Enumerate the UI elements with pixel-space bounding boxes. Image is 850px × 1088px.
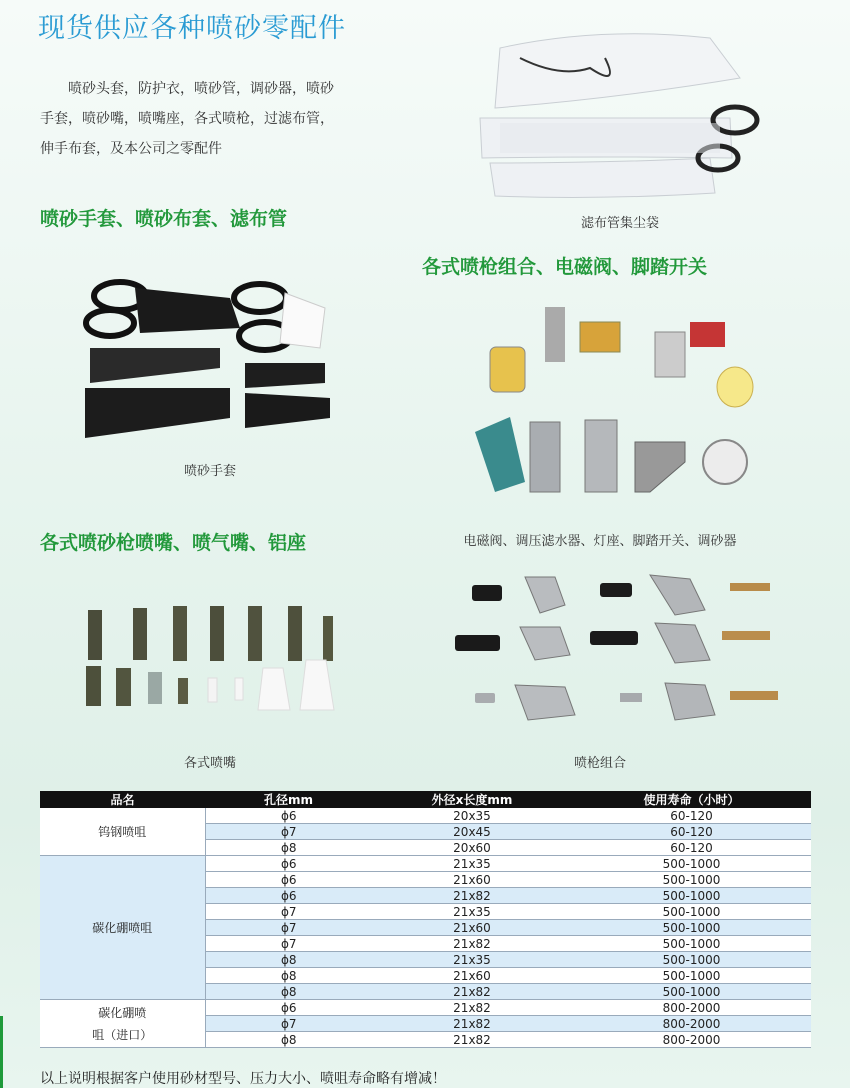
size-cell: 20x60 xyxy=(372,840,572,856)
bore-cell: ϕ6 xyxy=(205,808,372,824)
bore-cell: ϕ6 xyxy=(205,1000,372,1016)
bore-cell: ϕ7 xyxy=(205,904,372,920)
intro-line: 手套，喷砂嘴，喷嘴座，各式喷枪，过滤布管， xyxy=(40,111,334,127)
product-name-line: 碳化硼喷 xyxy=(98,1005,147,1020)
table-header-row xyxy=(40,791,811,808)
life-cell: 500-1000 xyxy=(572,968,811,984)
life-cell: 500-1000 xyxy=(572,904,811,920)
size-cell: 21x60 xyxy=(372,872,572,888)
life-cell: 800-2000 xyxy=(572,1016,811,1032)
life-cell: 500-1000 xyxy=(572,936,811,952)
bore-cell: ϕ6 xyxy=(205,888,372,904)
size-cell: 21x60 xyxy=(372,920,572,936)
life-cell: 800-2000 xyxy=(572,1000,811,1016)
caption-gloves: 喷砂手套 xyxy=(183,464,236,479)
product-name-tungsten: 钨钢喷咀 xyxy=(40,808,205,856)
size-cell: 21x82 xyxy=(372,1000,572,1016)
caption-nozzles: 各式喷嘴 xyxy=(183,756,236,771)
intro-line: 喷砂头套，防护衣，喷砂管，调砂器，喷砂 xyxy=(68,81,334,97)
life-cell: 500-1000 xyxy=(572,872,811,888)
product-name-boron-carbide-imported xyxy=(40,1000,205,1048)
size-cell: 21x60 xyxy=(372,968,572,984)
caption-valves: 电磁阀、调压滤水器、灯座、脚踏开关、调砂器 xyxy=(463,534,737,549)
product-name-boron-carbide: 碳化硼喷咀 xyxy=(40,856,205,1000)
life-cell: 60-120 xyxy=(572,840,811,856)
bore-cell: ϕ6 xyxy=(205,872,372,888)
size-cell: 21x35 xyxy=(372,952,572,968)
bore-cell: ϕ8 xyxy=(205,840,372,856)
bore-cell: ϕ8 xyxy=(205,952,372,968)
bore-cell: ϕ7 xyxy=(205,824,372,840)
bore-cell: ϕ8 xyxy=(205,984,372,1000)
valves-photo xyxy=(470,292,770,504)
bore-cell: ϕ8 xyxy=(205,1032,372,1048)
size-cell: 21x82 xyxy=(372,936,572,952)
header-bore: 孔径mm xyxy=(205,791,372,808)
footnote: 以上说明根据客户使用砂材型号、压力大小、喷咀寿命略有增减！ xyxy=(40,1071,446,1087)
gloves-photo xyxy=(80,278,340,448)
table-body xyxy=(40,808,811,1048)
life-cell: 800-2000 xyxy=(572,1032,811,1048)
size-cell: 20x45 xyxy=(372,824,572,840)
header-name: 品名 xyxy=(40,791,205,808)
nozzles-photo xyxy=(78,598,348,718)
section-title-gloves: 喷砂手套、喷砂布套、滤布管 xyxy=(40,208,288,230)
section-title-nozzles: 各式喷砂枪喷嘴、喷气嘴、铝座 xyxy=(40,532,307,554)
bore-cell: ϕ7 xyxy=(205,1016,372,1032)
intro-line: 伸手布套，及本公司之零配件 xyxy=(40,141,222,157)
size-cell: 21x35 xyxy=(372,904,572,920)
page-title: 现货供应各种喷砂零配件 xyxy=(38,13,346,44)
size-cell: 21x82 xyxy=(372,1016,572,1032)
caption-filter-bag: 滤布管集尘袋 xyxy=(580,216,659,231)
life-cell: 60-120 xyxy=(572,808,811,824)
life-cell: 500-1000 xyxy=(572,888,811,904)
section-title-guns: 各式喷枪组合、电磁阀、脚踏开关 xyxy=(422,256,708,278)
life-cell: 60-120 xyxy=(572,824,811,840)
life-cell: 500-1000 xyxy=(572,920,811,936)
size-cell: 21x82 xyxy=(372,984,572,1000)
size-cell: 21x82 xyxy=(372,888,572,904)
filter-bag-photo xyxy=(470,18,770,208)
size-cell: 20x35 xyxy=(372,808,572,824)
life-cell: 500-1000 xyxy=(572,952,811,968)
bore-cell: ϕ6 xyxy=(205,856,372,872)
bore-cell: ϕ8 xyxy=(205,968,372,984)
product-name-line: 咀（进口） xyxy=(92,1027,153,1042)
size-cell: 21x35 xyxy=(372,856,572,872)
bore-cell: ϕ7 xyxy=(205,920,372,936)
size-cell: 21x82 xyxy=(372,1032,572,1048)
header-size: 外径x长度mm xyxy=(372,791,572,808)
intro-paragraph xyxy=(40,74,400,164)
table-row xyxy=(40,1000,811,1016)
side-accent-bar xyxy=(0,1016,3,1088)
table-row xyxy=(40,856,811,872)
life-cell: 500-1000 xyxy=(572,856,811,872)
caption-gun-set: 喷枪组合 xyxy=(573,756,626,771)
mesh-texture-icon xyxy=(500,123,720,153)
bore-cell: ϕ7 xyxy=(205,936,372,952)
header-life: 使用寿命（小时） xyxy=(572,791,811,808)
life-cell: 500-1000 xyxy=(572,984,811,1000)
gun-set-photo xyxy=(440,565,790,730)
spec-table xyxy=(40,791,811,1048)
table-row xyxy=(40,808,811,824)
